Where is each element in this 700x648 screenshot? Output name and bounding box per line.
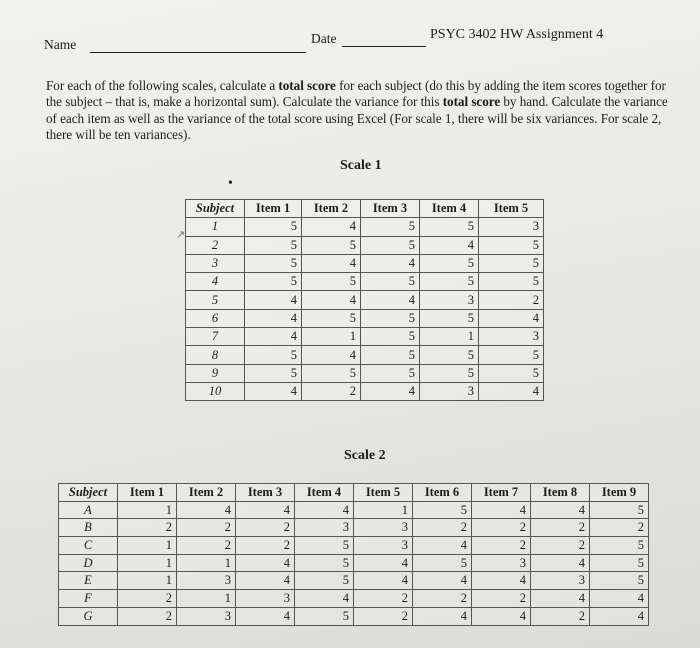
instructions-text-2: for each subject (do this by adding the item scores together for the subject – that is, make a horizontal sum). Calculate the variance for this — [46, 78, 666, 110]
score-cell: 3 — [236, 590, 295, 608]
score-cell: 4 — [354, 554, 413, 572]
table-row — [59, 607, 649, 625]
score-cell: 5 — [302, 309, 361, 327]
score-cell: 5 — [245, 364, 302, 382]
score-cell: 2 — [531, 519, 590, 537]
score-cell: 3 — [177, 572, 236, 590]
score-cell: 5 — [590, 537, 649, 555]
score-cell: 4 — [302, 254, 361, 272]
subject-cell: B — [59, 519, 118, 537]
scale1-header-row — [186, 200, 544, 218]
scale1-header-cell: Item 4 — [420, 200, 479, 218]
score-cell: 5 — [361, 346, 420, 364]
score-cell: 2 — [413, 590, 472, 608]
score-cell: 5 — [245, 273, 302, 291]
scale2-table — [58, 483, 649, 626]
cell-cursor-mark: ↗ — [176, 229, 186, 241]
instructions-text-3: by hand. Calculate the variance of each item as well as the variance of the total score using Excel (For scale 1, there will be six variances. For scale 2, there will be ten variances). — [46, 94, 668, 143]
table-row — [59, 590, 649, 608]
score-cell: 5 — [590, 501, 649, 519]
scale1-table — [185, 199, 544, 401]
score-cell: 2 — [118, 607, 177, 625]
subject-cell: E — [59, 572, 118, 590]
table-row — [186, 346, 544, 364]
score-cell: 5 — [420, 254, 479, 272]
score-cell: 2 — [479, 291, 544, 309]
score-cell: 2 — [354, 590, 413, 608]
scale2-header-cell: Item 2 — [177, 484, 236, 502]
score-cell: 4 — [245, 309, 302, 327]
score-cell: 4 — [413, 537, 472, 555]
subject-cell: 4 — [186, 273, 245, 291]
table-row — [186, 273, 544, 291]
score-cell: 3 — [479, 328, 544, 346]
score-cell: 5 — [413, 554, 472, 572]
name-label: Name — [44, 37, 77, 52]
score-cell: 1 — [354, 501, 413, 519]
table-row — [186, 328, 544, 346]
score-cell: 4 — [245, 382, 302, 400]
score-cell: 1 — [118, 554, 177, 572]
scale1-header-cell: Item 1 — [245, 200, 302, 218]
scale1-header-cell: Subject — [186, 200, 245, 218]
score-cell: 2 — [302, 382, 361, 400]
score-cell: 5 — [295, 537, 354, 555]
scale2-title: Scale 2 — [344, 448, 386, 463]
instructions-text-1: For each of the following scales, calculate a — [46, 78, 279, 93]
score-cell: 1 — [118, 537, 177, 555]
score-cell: 4 — [245, 291, 302, 309]
score-cell: 4 — [479, 309, 544, 327]
score-cell: 4 — [354, 572, 413, 590]
score-cell: 2 — [472, 590, 531, 608]
name-blank-line — [90, 52, 306, 53]
score-cell: 4 — [236, 501, 295, 519]
score-cell: 4 — [472, 572, 531, 590]
subject-cell: 6 — [186, 309, 245, 327]
scale2-header-cell: Item 7 — [472, 484, 531, 502]
score-cell: 2 — [531, 607, 590, 625]
score-cell: 4 — [302, 291, 361, 309]
score-cell: 1 — [118, 501, 177, 519]
score-cell: 4 — [236, 607, 295, 625]
score-cell: 2 — [236, 537, 295, 555]
table-row — [186, 382, 544, 400]
score-cell: 4 — [236, 572, 295, 590]
score-cell: 5 — [479, 236, 544, 254]
score-cell: 4 — [590, 590, 649, 608]
score-cell: 3 — [354, 519, 413, 537]
table-row — [186, 254, 544, 272]
pen-mark: • — [228, 176, 233, 191]
scale2-header-cell: Item 8 — [531, 484, 590, 502]
subject-cell: G — [59, 607, 118, 625]
score-cell: 5 — [420, 218, 479, 236]
score-cell: 2 — [177, 537, 236, 555]
score-cell: 4 — [479, 382, 544, 400]
scale1-header-cell: Item 5 — [479, 200, 544, 218]
score-cell: 2 — [472, 519, 531, 537]
score-cell: 5 — [479, 273, 544, 291]
score-cell: 5 — [420, 364, 479, 382]
course-title: PSYC 3402 HW Assignment 4 — [430, 27, 604, 42]
score-cell: 5 — [302, 364, 361, 382]
score-cell: 4 — [177, 501, 236, 519]
score-cell: 5 — [245, 218, 302, 236]
score-cell: 5 — [361, 364, 420, 382]
score-cell: 1 — [177, 590, 236, 608]
subject-cell: D — [59, 554, 118, 572]
score-cell: 1 — [420, 328, 479, 346]
score-cell: 5 — [295, 572, 354, 590]
instructions-bold-2: total score — [442, 94, 501, 110]
score-cell: 4 — [472, 501, 531, 519]
score-cell: 3 — [472, 554, 531, 572]
score-cell: 4 — [420, 236, 479, 254]
subject-cell: 1 — [186, 218, 245, 236]
scale2-header-cell: Subject — [59, 484, 118, 502]
score-cell: 4 — [302, 218, 361, 236]
score-cell: 2 — [177, 519, 236, 537]
score-cell: 5 — [361, 273, 420, 291]
score-cell: 5 — [302, 236, 361, 254]
table-row — [186, 291, 544, 309]
date-label: Date — [311, 31, 337, 46]
score-cell: 5 — [420, 346, 479, 364]
score-cell: 4 — [413, 572, 472, 590]
score-cell: 1 — [302, 328, 361, 346]
score-cell: 4 — [531, 590, 590, 608]
score-cell: 2 — [118, 519, 177, 537]
subject-cell: 7 — [186, 328, 245, 346]
subject-cell: 9 — [186, 364, 245, 382]
instructions-bold-1: total score — [278, 78, 336, 93]
table-row — [186, 309, 544, 327]
scale2-header-cell: Item 4 — [295, 484, 354, 502]
score-cell: 3 — [531, 572, 590, 590]
score-cell: 4 — [413, 607, 472, 625]
subject-cell: 8 — [186, 346, 245, 364]
subject-cell: 3 — [186, 254, 245, 272]
subject-cell: A — [59, 501, 118, 519]
score-cell: 5 — [361, 309, 420, 327]
score-cell: 5 — [295, 554, 354, 572]
score-cell: 4 — [531, 554, 590, 572]
score-cell: 2 — [354, 607, 413, 625]
subject-cell: 2 — [186, 236, 245, 254]
table-row — [59, 519, 649, 537]
score-cell: 1 — [118, 572, 177, 590]
score-cell: 5 — [245, 346, 302, 364]
score-cell: 4 — [361, 382, 420, 400]
score-cell: 5 — [361, 218, 420, 236]
score-cell: 4 — [236, 554, 295, 572]
score-cell: 3 — [420, 382, 479, 400]
table-row — [59, 572, 649, 590]
score-cell: 2 — [590, 519, 649, 537]
subject-cell: C — [59, 537, 118, 555]
scale1-header-cell: Item 3 — [361, 200, 420, 218]
score-cell: 5 — [413, 501, 472, 519]
score-cell: 4 — [590, 607, 649, 625]
subject-cell: 5 — [186, 291, 245, 309]
score-cell: 3 — [420, 291, 479, 309]
score-cell: 4 — [295, 501, 354, 519]
score-cell: 5 — [361, 328, 420, 346]
scale2-header-cell: Item 6 — [413, 484, 472, 502]
score-cell: 5 — [302, 273, 361, 291]
score-cell: 5 — [295, 607, 354, 625]
subject-cell: 10 — [186, 382, 245, 400]
score-cell: 5 — [361, 236, 420, 254]
scale2-header-cell: Item 9 — [590, 484, 649, 502]
score-cell: 1 — [177, 554, 236, 572]
scale1-title: Scale 1 — [340, 158, 382, 173]
score-cell: 5 — [479, 254, 544, 272]
score-cell: 5 — [590, 572, 649, 590]
scale1-header-cell: Item 2 — [302, 200, 361, 218]
table-row — [59, 537, 649, 555]
scale2-header-cell: Item 3 — [236, 484, 295, 502]
score-cell: 4 — [302, 346, 361, 364]
score-cell: 2 — [236, 519, 295, 537]
score-cell: 5 — [479, 346, 544, 364]
table-row — [186, 236, 544, 254]
score-cell: 2 — [118, 590, 177, 608]
score-cell: 5 — [245, 254, 302, 272]
table-row — [186, 364, 544, 382]
score-cell: 5 — [479, 364, 544, 382]
instructions-paragraph — [46, 78, 671, 144]
score-cell: 4 — [472, 607, 531, 625]
score-cell: 2 — [413, 519, 472, 537]
score-cell: 4 — [531, 501, 590, 519]
subject-cell: F — [59, 590, 118, 608]
score-cell: 3 — [354, 537, 413, 555]
table-row — [59, 501, 649, 519]
date-blank-line — [342, 46, 426, 47]
score-cell: 3 — [177, 607, 236, 625]
score-cell: 5 — [420, 309, 479, 327]
score-cell: 5 — [590, 554, 649, 572]
table-row — [59, 554, 649, 572]
table-row — [186, 218, 544, 236]
score-cell: 2 — [531, 537, 590, 555]
score-cell: 4 — [245, 328, 302, 346]
score-cell: 5 — [420, 273, 479, 291]
score-cell: 3 — [295, 519, 354, 537]
scale2-header-cell: Item 1 — [118, 484, 177, 502]
score-cell: 4 — [295, 590, 354, 608]
score-cell: 2 — [472, 537, 531, 555]
score-cell: 3 — [479, 218, 544, 236]
score-cell: 4 — [361, 254, 420, 272]
scale2-header-row — [59, 484, 649, 502]
score-cell: 4 — [361, 291, 420, 309]
score-cell: 5 — [245, 236, 302, 254]
scale2-header-cell: Item 5 — [354, 484, 413, 502]
